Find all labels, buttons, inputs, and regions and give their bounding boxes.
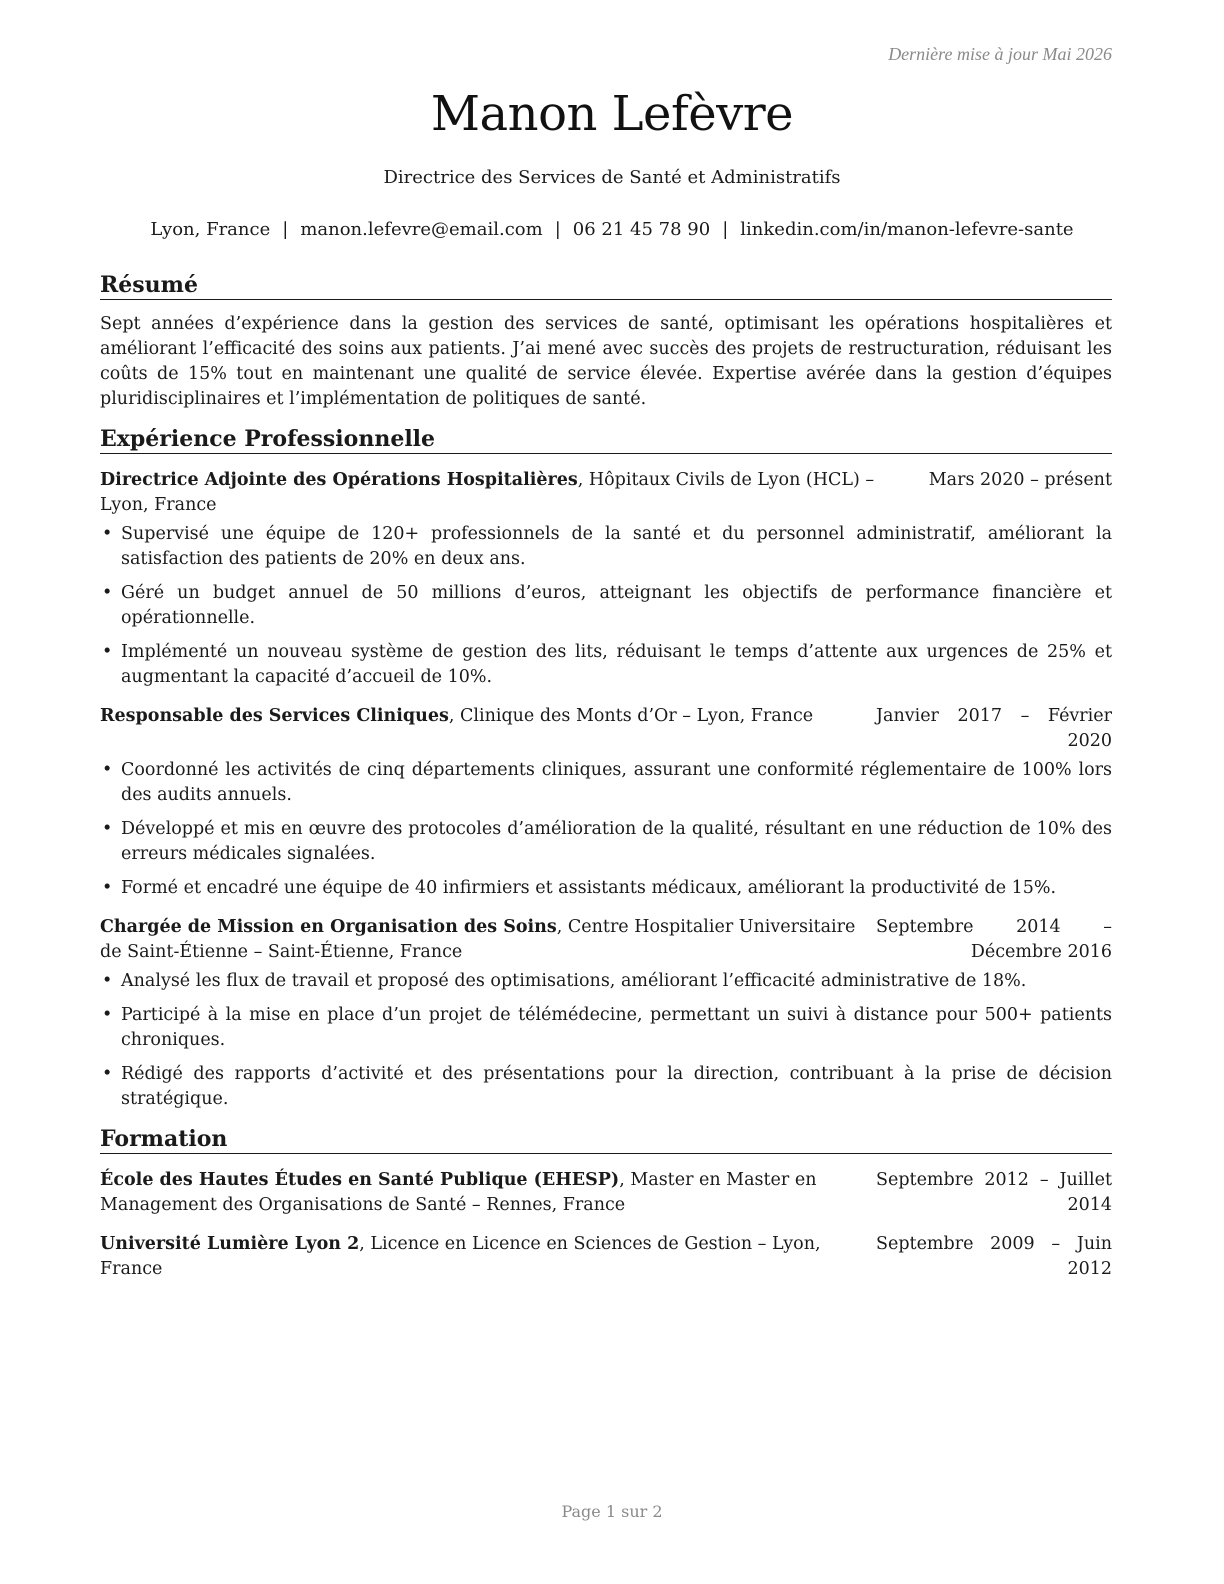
summary-section bbox=[100, 272, 1112, 412]
bullet-text: Développé et mis en œuvre des protocoles d’amélioration de la qualité, résultant en une réduction de 10% des erreurs médicales signalées. bbox=[121, 819, 1112, 864]
job-entry bbox=[100, 468, 1112, 690]
bullet-icon: • bbox=[102, 819, 113, 839]
contact-location: Lyon, France bbox=[150, 219, 271, 240]
job-header bbox=[100, 468, 1112, 518]
experience-heading: Expérience Professionnelle bbox=[100, 426, 1112, 454]
job-entry bbox=[100, 915, 1112, 1112]
job-entry bbox=[100, 704, 1112, 901]
last-updated-note: Dernière mise à jour Mai 2026 bbox=[888, 44, 1112, 64]
list-item bbox=[100, 1062, 1112, 1112]
education-section bbox=[100, 1126, 1112, 1282]
bullet-icon: • bbox=[102, 1005, 113, 1025]
job-organization: , Hôpitaux Civils de Lyon (HCL) – Lyon, France bbox=[100, 470, 875, 515]
education-dates: Septembre 2009 – Juin 2012 bbox=[876, 1234, 1112, 1279]
bullet-icon: • bbox=[102, 878, 113, 898]
bullet-icon: • bbox=[102, 1064, 113, 1084]
job-title-line bbox=[100, 704, 876, 729]
education-dates: Septembre 2012 – Juillet 2014 bbox=[876, 1170, 1112, 1215]
contact-separator: | bbox=[554, 219, 561, 240]
bullet-icon: • bbox=[102, 760, 113, 780]
contact-line bbox=[0, 219, 1224, 240]
education-detail: , Licence en Licence en Sciences de Gestion – Lyon, France bbox=[100, 1234, 821, 1279]
experience-section bbox=[100, 426, 1112, 1112]
list-item bbox=[100, 581, 1112, 631]
list-item bbox=[100, 640, 1112, 690]
summary-heading: Résumé bbox=[100, 272, 1112, 300]
job-title: Responsable des Services Cliniques bbox=[100, 706, 449, 726]
bullet-text: Participé à la mise en place d’un projet de télémédecine, permettant un suivi à distance pour 500+ patients chroniques. bbox=[121, 1005, 1112, 1050]
bullet-icon: • bbox=[102, 971, 113, 991]
education-title-line bbox=[100, 1168, 876, 1218]
bullet-icon: • bbox=[102, 642, 113, 662]
bullet-text: Analysé les flux de travail et proposé des optimisations, améliorant l’efficacité administrative de 18%. bbox=[121, 971, 1027, 991]
job-title-line bbox=[100, 915, 876, 965]
bullet-icon: • bbox=[102, 583, 113, 603]
list-item bbox=[100, 522, 1112, 572]
job-bullets bbox=[100, 758, 1112, 901]
bullet-text: Géré un budget annuel de 50 millions d’euros, atteignant les objectifs de performance financière et opérationnelle. bbox=[121, 583, 1112, 628]
contact-separator: | bbox=[722, 219, 729, 240]
job-bullets bbox=[100, 522, 1112, 690]
education-entry bbox=[100, 1232, 1112, 1282]
candidate-name: Manon Lefèvre bbox=[430, 86, 794, 142]
summary-text: Sept années d’expérience dans la gestion des services de santé, optimisant les opérations hospitalières et améliorant l’efficacité des soins aux patients. J’ai mené avec succès des projets de restructuration, réduisant les coûts de 15% tout en maintenant une qualité de service élevée. Expertise avérée dans la gestion d’équipes pluridisciplinaires et l’implémentation de politiques de santé. bbox=[100, 314, 1112, 409]
bullet-icon: • bbox=[102, 524, 113, 544]
job-dates: Septembre 2014 – Décembre 2016 bbox=[876, 917, 1112, 962]
resume-content bbox=[100, 272, 1112, 1296]
contact-email[interactable]: manon.lefevre@email.com bbox=[300, 219, 543, 240]
bullet-text: Implémenté un nouveau système de gestion des lits, réduisant le temps d’attente aux urgences de 25% et augmentant la capacité d’accueil de 10%. bbox=[121, 642, 1112, 687]
education-header bbox=[100, 1168, 1112, 1218]
list-item bbox=[100, 876, 1112, 901]
job-organization: , Centre Hospitalier Universitaire de Saint-Étienne – Saint-Étienne, France bbox=[100, 917, 856, 962]
job-title-line bbox=[100, 468, 929, 518]
job-header bbox=[100, 915, 1112, 965]
job-header bbox=[100, 704, 1112, 754]
list-item bbox=[100, 758, 1112, 808]
bullet-text: Coordonné les activités de cinq départements cliniques, assurant une conformité réglementaire de 100% lors des audits annuels. bbox=[121, 760, 1112, 805]
contact-linkedin[interactable]: linkedin.com/in/manon-lefevre-sante bbox=[740, 219, 1074, 240]
bullet-text: Supervisé une équipe de 120+ professionnels de la santé et du personnel administratif, améliorant la satisfaction des patients de 20% en deux ans. bbox=[121, 524, 1112, 569]
job-title: Chargée de Mission en Organisation des Soins bbox=[100, 917, 557, 937]
list-item bbox=[100, 969, 1112, 994]
education-entry bbox=[100, 1168, 1112, 1218]
job-title: Directrice Adjointe des Opérations Hospitalières bbox=[100, 470, 578, 490]
job-bullets bbox=[100, 969, 1112, 1112]
education-title-line bbox=[100, 1232, 876, 1282]
page-number: Page 1 sur 2 bbox=[561, 1502, 663, 1521]
candidate-title: Directrice des Services de Santé et Administratifs bbox=[383, 167, 841, 188]
job-dates: Mars 2020 – présent bbox=[928, 470, 1112, 490]
list-item bbox=[100, 817, 1112, 867]
contact-phone: 06 21 45 78 90 bbox=[572, 219, 711, 240]
job-dates: Janvier 2017 – Février 2020 bbox=[876, 706, 1112, 751]
bullet-text: Formé et encadré une équipe de 40 infirmiers et assistants médicaux, améliorant la productivité de 15%. bbox=[121, 878, 1057, 898]
education-header bbox=[100, 1232, 1112, 1282]
list-item bbox=[100, 1003, 1112, 1053]
contact-separator: | bbox=[282, 219, 289, 240]
education-detail: , Master en Master en Management des Organisations de Santé – Rennes, France bbox=[100, 1170, 817, 1215]
job-organization: , Clinique des Monts d’Or – Lyon, France bbox=[448, 706, 814, 726]
bullet-text: Rédigé des rapports d’activité et des présentations pour la direction, contribuant à la prise de décision stratégique. bbox=[121, 1064, 1112, 1109]
education-heading: Formation bbox=[100, 1126, 1112, 1154]
education-school: Université Lumière Lyon 2 bbox=[100, 1234, 360, 1254]
education-school: École des Hautes Études en Santé Publique (EHESP) bbox=[100, 1170, 620, 1190]
